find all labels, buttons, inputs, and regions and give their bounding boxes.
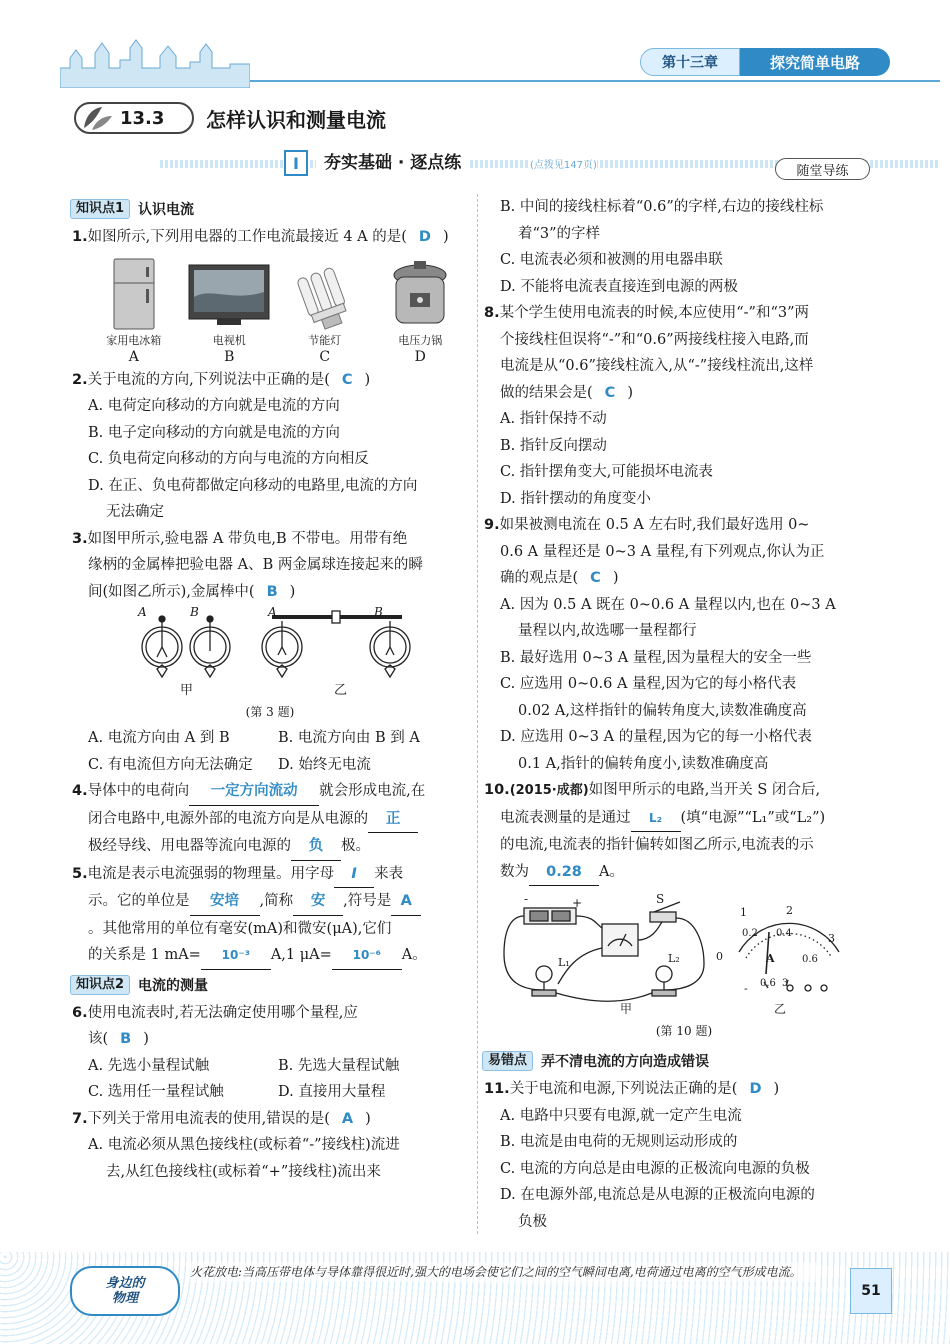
question-source: (2015·成都) (509, 783, 589, 798)
blank-answer: 负 (291, 833, 341, 861)
dial-scale-0-4: 0.4 (776, 928, 792, 939)
question-text: 。其他常用的单位有毫安(mA)和微安(μA),它们 (88, 920, 392, 937)
q10-figure (484, 894, 884, 1046)
paren-close: ) (612, 570, 619, 586)
question-text: 导体中的电荷向 (87, 783, 190, 799)
question-number: 7. (72, 1110, 88, 1127)
option-d: D. 应选用 0~3 A 的量程,因为它的每一小格代表 (500, 729, 812, 745)
circuit-diagram (484, 894, 884, 1014)
question-text: 的关系是 1 mA= (88, 947, 201, 963)
blank-answer: 正 (368, 806, 418, 834)
question-number: 2. (72, 371, 88, 388)
dial-tick-2: 2 (786, 904, 793, 917)
blank-answer: 10⁻³ (201, 942, 271, 970)
blank-answer: 一定方向流动 (189, 778, 319, 806)
knowledge-point-1 (70, 198, 194, 220)
paren-close: ) (365, 1110, 371, 1127)
question-number: 8. (484, 305, 500, 321)
castle-skyline-icon (60, 38, 250, 88)
appliance-tv (189, 257, 269, 365)
question-2 (72, 367, 468, 526)
question-11 (484, 1076, 884, 1235)
dial-scale-0-6: 0.6 (802, 954, 818, 965)
right-column (484, 194, 884, 1235)
option-d: D. 始终无电流 (278, 756, 371, 773)
label-a: A (268, 605, 277, 619)
option-c: C. 电流的方向总是由电源的正极流向电源的负极 (500, 1160, 810, 1177)
appliance-letter: C (319, 348, 331, 365)
question-text: 如图所示,下列用电器的工作电流最接近 4 A 的是( (87, 229, 407, 245)
option-b: B. 最好选用 0~3 A 量程,因为量程大的安全一些 (500, 649, 812, 666)
question-text: 做的结果会是( (500, 384, 593, 401)
kp-title: 电流的测量 (138, 977, 209, 994)
question-text: 缘柄的金属棒把验电器 A、B 两金属球连接起来的瞬 (88, 557, 423, 573)
question-number: 1. (72, 229, 88, 245)
label-l1: L₁ (558, 956, 570, 969)
paren-close: ) (289, 583, 296, 600)
section-number-box (74, 102, 194, 134)
blank-answer: 安培 (190, 888, 260, 916)
label-l2: L₂ (668, 952, 680, 965)
appliance-name: 节能灯 (308, 333, 342, 347)
appliance-fridge (94, 257, 174, 365)
question-6 (72, 1000, 468, 1106)
paren-close: ) (442, 229, 449, 245)
q3-options (72, 725, 468, 778)
answer: C (590, 570, 601, 586)
question-text: ,简称 (259, 893, 294, 909)
left-column (72, 194, 468, 1185)
label-s: S (656, 892, 665, 906)
kp-tag: 易错点 (482, 1051, 533, 1071)
question-9 (484, 512, 884, 777)
answer: B (266, 583, 278, 600)
question-text: 的电流,电流表的指针偏转如图乙所示,电流表的示 (500, 837, 814, 853)
answer: D (418, 229, 431, 245)
option-b: B. 指针反向摆动 (500, 437, 607, 454)
label-b: B (190, 605, 199, 619)
banner-title: 夯实基础 · 逐点练 (316, 150, 469, 176)
dial-tick-1: 1 (740, 906, 747, 919)
question-number: 6. (72, 1004, 88, 1021)
option-b: B. 先选大量程试触 (278, 1057, 400, 1074)
appliance-name: 家用电冰箱 (106, 333, 162, 347)
question-text: 电流表测量的是通过 (500, 809, 631, 826)
question-number: 9. (484, 517, 500, 533)
option-b: B. 电流是由电荷的无规则运动形成的 (500, 1134, 738, 1150)
blank-answer: 10⁻⁶ (332, 942, 402, 970)
kp-tag: 知识点2 (70, 975, 130, 995)
question-number: 3. (72, 530, 88, 547)
question-8 (484, 300, 884, 512)
paren-close: ) (773, 1081, 780, 1097)
appliance-name: 电视机 (212, 333, 246, 347)
fridge-icon (112, 257, 156, 331)
question-1 (72, 224, 468, 251)
page-header (0, 0, 950, 90)
question-text: A。 (599, 863, 624, 880)
knowledge-point-2 (70, 974, 208, 996)
banner-badge: I (284, 150, 308, 176)
question-text: 数为 (500, 863, 529, 880)
blank-answer: 安 (293, 888, 343, 916)
q1-figure (86, 257, 468, 365)
label-plus: + (572, 896, 583, 910)
dial-scale-0: 0 (716, 950, 723, 963)
option-a-cont: 去,从红色接线柱(或标着“+”接线柱)流出来 (106, 1163, 381, 1180)
option-c: C. 电流表必须和被测的用电器串联 (500, 252, 723, 268)
tv-icon (187, 257, 271, 331)
option-c: C. 负电荷定向移动的方向与电流的方向相反 (88, 451, 369, 467)
page-number: 51 (850, 1268, 892, 1314)
answer: D (749, 1081, 762, 1097)
option-d-cont: 负极 (518, 1213, 547, 1230)
dial-scale-0-2: 0.2 (742, 928, 758, 939)
badge-line-1: 身边的 (105, 1276, 145, 1291)
appliance-letter: B (224, 348, 235, 365)
question-text: A,1 μA= (270, 947, 332, 963)
question-text: 示。它的单位是 (88, 893, 190, 909)
banner-note: (点拨见147页) (530, 156, 597, 171)
option-a: A. 电路中只要有电源,就一定产生电流 (500, 1107, 742, 1124)
figure-caption: (第 10 题) (655, 1024, 713, 1038)
option-d: D. 在正、负电荷都做定向移动的电路里,电流的方向 (88, 477, 418, 494)
q3-figure (72, 607, 468, 725)
question-number: 5. (72, 865, 88, 882)
blank-answer: L₂ (631, 805, 681, 833)
question-4 (72, 778, 468, 861)
question-text: 关于电流和电源,下列说法正确的是( (509, 1081, 738, 1097)
appliance-name: 电压力锅 (398, 333, 443, 347)
option-d: D. 不能将电流表直接连到电源的两极 (500, 278, 738, 295)
option-c: C. 选用任一量程试触 (88, 1084, 224, 1100)
blank-answer: 0.28 (529, 859, 599, 887)
terminal-minus: - (744, 982, 748, 995)
error-prone-point (482, 1050, 709, 1072)
option-c-cont: 0.02 A,这样指针的偏转角度大,读数准确度高 (518, 702, 807, 719)
question-3 (72, 526, 468, 606)
question-number: 4. (72, 783, 88, 799)
paren-close: ) (627, 384, 633, 401)
leaf-icon (80, 104, 114, 132)
question-text: 就会形成电流,在 (319, 783, 426, 799)
option-a-cont: 量程以内,故选哪一量程都行 (518, 623, 697, 639)
paren-close: ) (143, 1031, 149, 1047)
question-text: 该( (88, 1031, 109, 1047)
question-text: 确的观点是( (500, 570, 579, 586)
kp-tag: 知识点1 (70, 199, 130, 219)
answer: B (120, 1031, 132, 1047)
question-5 (72, 861, 468, 970)
question-7-cont (484, 194, 884, 300)
option-a: A. 因为 0.5 A 既在 0~0.6 A 量程以内,也在 0~3 A (500, 596, 836, 613)
chapter-label: 第十三章 (640, 48, 740, 76)
footer-badge (70, 1266, 180, 1316)
option-a: A. 电流方向由 A 到 B (88, 730, 230, 746)
question-text: (填“电源”“L₁”或“L₂”) (680, 809, 826, 826)
question-text: 如图甲所示的电路,当开关 S 闭合后, (588, 782, 821, 798)
question-text: 某个学生使用电流表的时候,本应使用“-”和“3”两 (499, 305, 809, 321)
option-a: A. 先选小量程试触 (88, 1057, 210, 1074)
blank-answer: A (391, 888, 421, 916)
question-text: 个接线柱但误将“-”和“0.6”两接线柱接入电路,而 (500, 331, 809, 348)
question-text: 极经导线、用电器等流向电源的 (88, 838, 291, 854)
appliance-pressure-cooker (380, 257, 460, 365)
kp-title: 认识电流 (138, 202, 195, 218)
blank-answer: I (334, 861, 374, 889)
option-d: D. 在电源外部,电流总是从电源的正极流向电源的 (500, 1187, 815, 1203)
question-text: 如图甲所示,验电器 A 带负电,B 不带电。用带有绝 (87, 530, 408, 547)
option-a: A. 电流必须从黑色接线柱(或标着“-”接线柱)流进 (88, 1137, 400, 1153)
guide-tag: 随堂导练 (775, 158, 870, 180)
option-a: A. 电荷定向移动的方向就是电流的方向 (88, 398, 340, 414)
option-a: A. 指针保持不动 (500, 411, 607, 427)
answer: C (341, 371, 353, 388)
figure-jia: 甲 (180, 683, 194, 698)
question-number: 11. (484, 1081, 510, 1097)
question-text: 0.6 A 量程还是 0~3 A 量程,有下列观点,你认为正 (500, 543, 825, 560)
option-b: B. 电子定向移动的方向就是电流的方向 (88, 424, 340, 441)
terminal-0-6: 0.6 (760, 978, 776, 989)
paren-close: ) (364, 371, 371, 388)
option-d: D. 指针摆动的角度变小 (500, 490, 651, 507)
column-divider (477, 194, 478, 1234)
question-number: 10. (484, 782, 510, 798)
question-text: 闭合电路中,电源外部的电流方向是从电源的 (88, 810, 369, 827)
option-d-cont: 无法确定 (106, 504, 164, 520)
question-text: 电流是表示电流强弱的物理量。用字母 (87, 865, 335, 882)
kp-title: 弄不清电流的方向造成错误 (541, 1054, 710, 1070)
badge-line-2: 物理 (111, 1291, 138, 1306)
appliance-letter: A (128, 348, 139, 365)
appliance-lamp (285, 257, 365, 365)
dial-unit: A (766, 952, 775, 965)
question-text: 如果被测电流在 0.5 A 左右时,我们最好选用 0~ (499, 517, 810, 533)
option-c: C. 有电流但方向无法确定 (88, 756, 253, 773)
option-b: B. 电流方向由 B 到 A (278, 730, 420, 746)
label-minus: - (524, 892, 529, 906)
question-text: 使用电流表时,若无法确定使用哪个量程,应 (87, 1004, 358, 1021)
question-text: 电流是从“0.6”接线柱流入,从“-”接线柱流出,这样 (500, 358, 814, 374)
question-10 (484, 777, 884, 886)
figure-jia: 甲 (620, 1002, 633, 1016)
answer: C (604, 384, 616, 401)
section-number: 13.3 (120, 107, 165, 129)
label-b: B (374, 605, 383, 619)
question-text: 极。 (341, 838, 370, 854)
question-text: ,符号是 (343, 893, 392, 909)
label-a: A (138, 605, 147, 619)
question-7 (72, 1106, 468, 1186)
figure-yi: 乙 (334, 683, 348, 698)
electroscope-diagram (72, 607, 468, 697)
header-rule (250, 80, 940, 82)
figure-yi: 乙 (774, 1002, 787, 1016)
chapter-title: 探究简单电路 (740, 48, 890, 76)
figure-caption: (第 3 题) (245, 705, 295, 719)
question-text: 间(如图乙所示),金属棒中( (88, 583, 255, 600)
dial-tick-3: 3 (828, 932, 835, 945)
energy-saving-lamp-icon (283, 257, 367, 331)
option-d-cont: 0.1 A,指针的偏转角度小,读数准确度高 (518, 755, 769, 772)
answer: A (341, 1110, 354, 1127)
footer-fact: 火花放电:当高压带电体与导体靠得很近时,强大的电场会使它们之间的空气瞬间电离,电荷通过电离的空气形成电流。 (190, 1262, 820, 1282)
option-b-cont: 着“3”的字样 (518, 225, 601, 242)
question-text: 下列关于常用电流表的使用,错误的是( (87, 1110, 330, 1127)
question-text: 来表 (374, 865, 404, 882)
terminal-3: 3 (782, 978, 789, 989)
appliance-letter: D (414, 348, 426, 365)
question-text: 关于电流的方向,下列说法中正确的是( (87, 371, 330, 388)
question-text: A。 (401, 947, 427, 963)
option-c: C. 指针摆角变大,可能损坏电流表 (500, 464, 713, 480)
section-title: 怎样认识和测量电流 (206, 108, 386, 132)
pressure-cooker-icon (388, 257, 452, 331)
option-b: B. 中间的接线柱标着“0.6”的字样,右边的接线柱标 (500, 199, 824, 215)
option-c: C. 应选用 0~0.6 A 量程,因为它的每小格代表 (500, 676, 797, 692)
option-d: D. 直接用大量程 (278, 1084, 386, 1100)
